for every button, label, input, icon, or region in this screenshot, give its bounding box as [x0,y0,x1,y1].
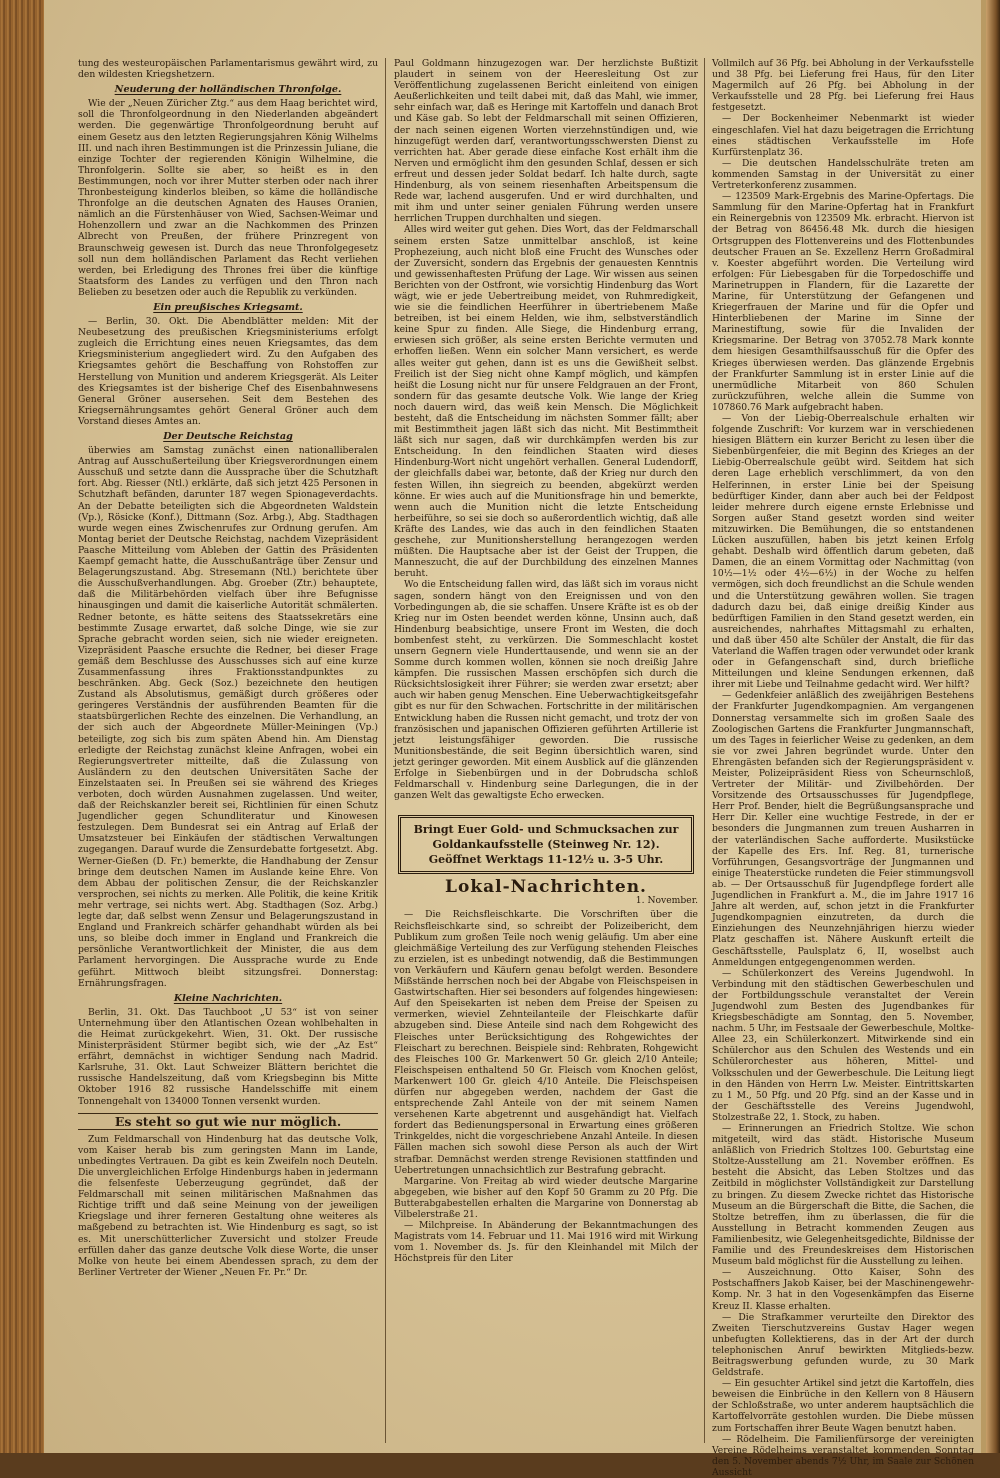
newspaper-page [44,0,988,1478]
article-text: — 123509 Mark-Ergebnis des Marine-Opfertags. Die Sammlung für den Marine-Opfertag hat in Frankfurt ein Reinergebnis von 123509 Mk. erbracht. Hiervon ist der Betrag von 86456.48 Mk. durch die hiesigen Ortsgruppen des Flottenvereins und des Flottenbundes deutscher Frauen an Se. Exzellenz Herrn Großadmiral v. Koester abgeführt worden. Die Verteilung wird erfolgen: Für Liebesgaben für die Torpedoschiffe und Marinetruppen in Flandern, für die Lazarette der Marine, für Unterstützung der Gefangenen und Kriegerfrauen der Marine und für die Opfer und Hinterbliebenen der Marine im Sinne der Marinestiftung, sowie für die Invaliden der Kriegsmarine. Der Betrag von 37052.78 Mark konnte dem hiesigen Gesamthilfsausschuß für die Opfer des Krieges überwiesen werden. Das glänzende Ergebnis der Frankfurter Sammlung ist in erster Linie auf die unermüdliche Mitarbeit von 860 Schulen zurückzuführen, welche allein die Summe von 107860.76 Mark aufgebracht haben. [712,191,974,413]
article-text: — Auszeichnung. Otto Kaiser, Sohn des Postschaffners Jakob Kaiser, bei der Maschinengewehr-Komp. Nr. 3 hat in den Vogesenkämpfen das Eiserne Kreuz II. Klasse erhalten. [712,1267,974,1312]
section-date: 1. November. [635,895,698,907]
article-text: — Ein gesuchter Artikel sind jetzt die Kartoffeln, dies beweisen die Einbrüche in den Kellern von 8 Häusern der Schloßstraße, wo unter anderem hauptsächlich die Kartoffelvorräte gestohlen wurden. Die Diebe müssen zum Fortschaffen ihrer Beute Wagen benutzt haben. [712,1378,974,1434]
article-heading: Kleine Nachrichten. [173,992,283,1004]
column-divider [385,58,386,1443]
article-text: Wo die Entscheidung fallen wird, das läßt sich im voraus nicht sagen, sondern hängt von den Ereignissen und von den Vorbedingungen ab, die sie schaffen. Unsere Kräfte ist es ob der Krieg nur im Osten beendet werden könne, Unsinn auch, daß Hindenburg beabsichtige, unsere Front im Westen, die doch bombenfest steht, zu verkürzen. Die Sommeschlacht kostet unsern Gegnern viele Hunderttausende, und wenn sie an der Somme durch kommen wollen, können sie noch dreißig Jahre kämpfen. Die russischen Massen erschöpfen sich durch die Rücksichtslosigkeit ihrer Führer; sie werden zwar ersetzt; aber auch wir haben genug Menschen. Eine Ueberwachtigkeitsgefahr gibt es nur für den Schwachen. Fortschritte in der militärischen Entwicklung haben die Russen nicht gemacht, und trotz der von französischen und japanischen Offizieren geführten Artillerie ist jetzt leistungsfähiger geworden. Die russische Munitionsbestände, die seit Beginn übersichtlich waren, sind jetzt geringer geworden. Mit einem Ausblick auf die glänzenden Erfolge in Siebenbürgen und in der Dobrudscha schloß Feldmarschall v. Hindenburg seine Darlegungen, die in der ganzen Welt das gewaltigste Echo erwecken. [394,579,698,802]
section-title: Lokal-Nachrichten. [445,877,647,898]
article-heading: Ein preußisches Kriegsamt. [153,301,303,313]
article-text: Wie der „Neuen Züricher Ztg.“ aus dem Haag berichtet wird, soll die Thronfolgeordnung in den Niederlanden abgeändert werden. Die gegenwärtige Thronfolgeordnung beruht auf einem Gesetz aus den letzten Regierungsjahren König Wilhelms III. und nach ihren Bestimmungen ist die Prinzessin Juliane, die einzige Tochter der regierenden Königin Wilhelmine, die Thronfolgerin. Sollte sie aber, so heißt es in den Bestimmungen, noch vor ihrer Mutter sterben oder nach ihrer Thronbesteigung kinderlos bleiben, so käme die holländische Thronfolge an die deutschen Agnaten des Hauses Oranien, nämlich an die Fürstenhäuser von Wied, Sachsen-Weimar und Hohenzollern und zwar an die Nachkommen des Prinzen Albrecht von Preußen, der frühere Prinzregent von Braunschweig gewesen ist. Durch das neue Thronfolgegesetz soll nun dem holländischen Parlament das Recht verliehen werden, bei Erledigung des Thrones frei über die künftige Staatsform des Landes zu verfügen und den Thron nach Belieben zu besetzen oder auch die Republik zu verkünden. [78,98,378,298]
article-text: — Gedenkfeier anläßlich des zweijährigen Bestehens der Frankfurter Jugendkompagnien. Am vergangenen Donnerstag versammelte sich im großen Saale des Zoologischen Gartens die Frankfurter Jungmannschaft, um des Tages in feierlicher Weise zu gedenken, an dem sie vor zwei Jahren begründet wurde. Unter den Ehrengästen befanden sich der Regierungspräsident v. Meister, Polizeipräsident Riess von Scheurnschloß, Vertreter der Militär- und Zivilbehörden. Der Vorsitzende des Ortsausschusses für Jugendpflege, Herr Prof. Bender, hielt die Begrüßungsansprache und Herr Dir. Keller eine wuchtige Festrede, in der er besonders die Jungmannen zum treuen Ausharren in der vaterländischen Sache aufforderte. Musikstücke der Kapelle des Ers. Inf. Reg. 81, turnerische Vorführungen, Gesangsvorträge der Jungmannen und einige Theaterstücke rundeten die Feier stimmungsvoll ab. — Der Ortsausschuß für Jugendpflege fordert alle Jugendlichen in Frankfurt a. M., die im Jahre 1917 16 Jahre alt werden, auf, schon jetzt in die Frankfurter Jugendkompagnien einzutreten, da durch die Einziehungen des Neunzehnjährigen hierzu wieder Platz geschaffen ist. Nähere Auskunft erteilt die Geschäftsstelle, Paulsplatz 6, II, woselbst auch Anmeldungen entgegengenommen werden. [712,690,974,968]
article-text: tung des westeuropäischen Parlamentarismus gewährt wird, zu den wildesten Kriegshetzern. [78,58,378,81]
advertisement-box: Bringt Euer Gold- und Schmucksachen zur Goldankaufsstelle (Steinweg Nr. 12). Geöffnet Werktags 11-12½ u. 3-5 Uhr. [398,815,694,874]
article-text: — Die deutschen Handelsschulräte treten am kommenden Samstag in der Universität zu einer Vertreterkonferenz zusammen. [712,157,974,192]
article-text: — Der Bockenheimer Nebenmarkt ist wieder eingeschlafen. Viel hat dazu beigetragen die Errichtung eines städtischen Verkaufsstelle im Hofe Kurfürstenplatz 36. [712,113,974,158]
article-text: — Milchpreise. In Abänderung der Bekanntmachungen des Magistrats vom 14. Februar und 11. Mai 1916 wird mit Wirkung vom 1. November ds. Js. für den Kleinhandel mit Milch der Höchstpreis für den Liter [394,1220,698,1265]
article-text: — Schülerkonzert des Vereins Jugendwohl. In Verbindung mit den städtischen Gewerbeschulen und der Fortbildungsschule veranstaltet der Verein Jugendwohl zum Besten des Jugendbankes für Kriegsbeschädigte am Sonntag, den 5. November, nachm. 5 Uhr, im Festsaale der Gewerbeschule, Moltke-Allee 23, ein Schülerkonzert. Mitwirkende sind ein Schülerchor aus den Schulen des Westends und ein Schülerorchester aus höheren, Mittel- und Volksschulen und der Gewerbeschule. Die Leitung liegt in den Händen von Herrn Lw. Meister. Eintrittskarten zu 1 M., 50 Pfg. und 20 Pfg. sind an der Kasse und in der Geschäftsstelle des Vereins Jugendwohl, Stolzestraße 22, 1. Stock, zu haben. [712,967,974,1123]
article-text: Alles wird weiter gut gehen. Dies Wort, das der Feldmarschall seinem ersten Satze unmittelbar anschloß, ist keine Prophezeiung, auch nicht bloß eine Frucht des Wunsches oder der Zuversicht, sondern das Ergebnis der genauesten Kenntnis und gewissenhaftesten Prüfung der Lage. Wir wissen aus seinen Berichten von der Ostfront, wie vorsichtig Hindenburg das Wort wägt, wie er jede Uebertreibung meidet, von Ruhmredigkeit, wie sie die feindlichen Heerführer in übertriebenem Maße betreiben, ist bei einem Helden, wie ihm, selbstverständlich keine Spur zu finden. Alle Siege, die Hindenburg errang, erwiesen sich größer, als seine ersten Berichte vermuten und erhoffen ließen. Wenn ein solcher Mann versichert, es werde alles weiter gut gehen, dann ist es uns die Gewißheit selbst. Freilich ist der Sieg nicht ohne Kampf möglich, und kämpfen heißt die Losung nicht nur für unsere Feldgrauen an der Front, sondern für das gesamte deutsche Volk. Wie lange der Krieg noch dauern wird, das weiß kein Mensch. Die Möglichkeit besteht, daß die Entscheidung im nächsten Sommer fällt; aber mit Bestimmtheit jagen läßt sich das nicht. Mit Bestimmtheit läßt sich nur sagen, daß wir durchkämpfen werden bis zur Entscheidung. In den feindlichen Staaten wird dieses Hindenburg-Wort nicht ungehört verhallen. General Ludendorff, der gleichfalls dabei war, betonte, daß der Krieg nur durch den festen Willen, ihn siegreich zu beenden, abgekürzt werden könne. Er wies auch auf die Munitionsfrage hin und bemerkte, wenn auch die Munition nicht die letzte Entscheidung herbeiführe, so sei sie doch so außerordentlich wichtig, daß alle Kräfte des Landes, wie das auch in den feindlichen Staaten geschehe, zur Munitionsherstellung herangezogen werden müßten. Die Hauptsache aber ist der Geist der Truppen, die Manneszucht, die auf der Durchbildung des einzelnen Mannes beruht. [394,224,698,580]
article-text: — Die Reichsfleischkarte. Die Vorschriften über die Reichsfleischkarte sind, so schreibt der Polizeibericht, dem Publikum zum großen Teile noch wenig geläufig. Um aber eine gleichmäßige Verteilung des zur Verfügung stehenden Fleisches zu erzielen, ist es unbedingt notwendig, daß die Bestimmungen von Verkäufern und Käufern genau befolgt werden. Besondere Mißstände herrschen noch bei der Abgabe von Fleischspeisen in Gastwirtschaften. Hier sei besonders auf folgendes hingewiesen: Auf den Speisekarten ist neben dem Preise der Speisen zu vermerken, wieviel Zehnteilanteile der Fleischkarte dafür abzugeben sind. Diese Anteile sind nach dem Rohgewicht des Fleisches unter Berücksichtigung des Rohgewichtes der Fleischart zu berechnen. Beispiele sind: Rehbraten, Rohgewicht des Fleisches 100 Gr. Markenwert 50 Gr. gleich 2/10 Anteile; Fleischspeisen enthaltend 50 Gr. Fleisch vom Knochen gelöst, Markenwert 100 Gr. gleich 4/10 Anteile. Die Fleischspeisen dürfen nur abgegeben werden, nachdem der Gast die entsprechende Zahl Anteile von der mit seinem Namen versehenen Karte abgetrennt und ausgehändigt hat. Vielfach fordert das Bedienungspersonal in Erwartung eines größeren Trinkgeldes, nicht die vorgeschriebene Anzahl Anteile. In diesen Fällen machen sich sowohl diese Person als auch der Wirt strafbar. Demnächst werden strenge Revisionen stattfinden und Uebertretungen unnachsichtlich zur Bestrafung gebracht. [394,909,698,1176]
article-text: Zum Feldmarschall von Hindenburg hat das deutsche Volk, vom Kaiser herab bis zum geringsten Mann im Lande, unbedingtes Vertrauen. Da gibt es kein Zweifeln noch Deuteln. Die unvergleichlichen Erfolge Hindenburgs haben in jedermann die felsenfeste Ueberzeugung gegründet, daß der Feldmarschall mit seinen militärischen Maßnahmen das Richtige trifft und daß seine Meinung von der jeweiligen Kriegslage und ihrer ferneren Gestaltung ohne weiteres als maßgebend zu betrachten ist. Wie Hindenburg es sagt, so ist es. Mit unerschütterlicher Zuversicht und stolzer Freude erfüllen daher das ganze deutsche Volk diese Worte, die unser Molke von heute bei einem Abendessen sprach, zu dem der Berliner Vertreter der Wiener „Neuen Fr. Pr.“ Dr. [78,1133,378,1278]
column-divider [704,58,705,1443]
book-page-edges [0,0,44,1453]
article-text: — Die Strafkammer verurteilte den Direktor des Zweiten Tierschutzvereins Gustav Hager wegen unbefugten Kollektierens, das in der Art der durch telephonischen Anruf bewirkten Mitglieds-bezw. Beitragswerbung gefunden wurde, zu 30 Mark Geldstrafe. [712,1311,974,1379]
article-heading-large: Es steht so gut wie nur möglich. [78,1113,378,1130]
book-spine-shadow [986,0,1000,1453]
article-text: Margarine. Von Freitag ab wird wieder deutsche Margarine abgegeben, wie bisher auf den Kopf 50 Gramm zu 20 Pfg. Die Butterabgabestellen erhalten die Margarine von Donnerstag ab Vilbelerstraße 21. [394,1175,698,1220]
column-3 [712,58,974,1478]
article-text: — Von der Liebig-Oberrealschule erhalten wir folgende Zuschrift: Vor kurzem war in verschiedenen hiesigen Blättern ein kurzer Bericht zu lesen über die Siebenbürgenfeier, die mit Beginn des Krieges an der Liebig-Oberrealschule geübt wird. Seitdem hat sich deren Lage erheblich verschlimmert, da von den Helferinnen, in erster Linie bei der Speisung bedürftiger Kinder, dann aber auch bei der Feldpost leider mehrere durch eigene ernste Erlebnisse und Sorgen außer Stand gesetzt worden sind weiter mitzuwirken. Die Bemühungen, die so entstandenen Lücken auszufüllen, haben bis jetzt keinen Erfolg gehabt. Deshalb wird öffentlich darum gebeten, daß Damen, die an einem Vormittag oder Nachmittag (von 10½—1½ oder 4½—6½) in der Woche zu helfen vermögen, sich doch freundlichst an die Schule wenden und die Unterstützung gewähren wollen. Sie tragen dadurch dazu bei, daß einige dreißig Kinder aus bedürftigen Familien in den Stand gesetzt werden, ein ausreichendes, nahrhaftes Mittagsmahl zu erhalten, und daß über 450 alte Schüler der Anstalt, die für das Vaterland die Waffen tragen oder verwundet oder krank oder in Gefangenschaft sind, durch briefliche Mitteilungen und kleine Sendungen erkennen, daß ihrer mit Liebe und Teilnahme gedacht wird. Wer hilft? [712,413,974,691]
column-1 [78,58,378,1443]
article-text: — Rödelheim. Die Familienfürsorge der vereinigten Vereine Rödelheims veranstaltet kommenden Sonntag den 5. November abends 7½ Uhr, im Saale zur Schönen Aussicht [712,1433,974,1478]
article-heading: Der Deutsche Reichstag [163,431,293,442]
article-text: überwies am Samstag zunächst einen nationalliberalen Antrag auf Ausschußerteilung über Kriegsverordnungen einem Ausschuß und setzte dann die Aussprache über die Schutzhaft fort. Abg. Riesser (Ntl.) erklärte, daß sich jetzt 425 Personen in Schutzhaft befänden, darunter 187 wegen Spionageverdachts. An der Debatte beteiligten sich die Abgeordneten Waldstein (Vp.), Rösicke (Konf.), Dittmann (Soz. Arbg.), Abg. Stadthagen wurde wegen eines Zwischenrufes zur Ordnung gerufen. Am Montag beriet der Deutsche Reichstag, nachdem Vizepräsident Paasche Mitteilung vom Ableben der Gattin des Präsidenten Kaempf gemacht hatte, die Ausschußanträge über Zensur und Belagerungszustand. Abg. Stresemann (Ntl.) berichtete über die Ausschußverhandlungen. Abg. Groeber (Ztr.) behauptete, daß die Militärbehörden vielfach über ihre Befugnisse hinausgingen und damit die kaiserliche Autorität schmälerten. Redner betonte, es hätte seitens des Staatssekretärs eine bestimmte Zusage erwartet, daß solche Dinge, wie sie zur Sprache gebracht worden seien, sich nie wieder ereigneten. Vizepräsident Paasche ersuchte die Redner, bei dieser Frage gemäß dem Beschlusse des Ausschusses sich auf eine kurze Zusammenfassung ihres Fraktionsstandpunktes zu beschränken. Abg. Geck (Soz.) bezeichnete den heutigen Zustand als Absolutismus, gemäßigt durch größeres oder geringeres Verständnis der ausführenden Beamten für die staatsbürgerlichen Rechte des einzelnen. Die Verhandlung, an der sich auch der Abgeordnete Müller-Meiningen (Vp.) beteiligte, zog sich bis zum späten Abend hin. Am Dienstag erledigte der Reichstag zunächst kleine Anfragen, wobei ein Regierungsvertreter mitteilte, daß die Zulassung von Ausländern zu den deutschen Universitäten Sache der Einzelstaaten sei. In Preußen sei sie während des Krieges verboten, doch würden Ausnahmen zugelassen. Und weiter, daß der Reichskanzler bereit sei, Richtlinien für einen Schutz Jugendlicher gegen Schundliteratur und Kinowesen festzulegen. Dem Bundesrat sei ein Antrag auf Erlaß der Umsatzsteuer bei Einkäufen der städtischen Verwaltungen zugegangen. Darauf wurde die Zensurdebatte fortgesetzt. Abg. Werner-Gießen (D. Fr.) bemerkte, die Handhabung der Zensur bringe dem deutschen Namen im Auslande keine Ehre. Von dem Abbau der politischen Zensur, die der Reichskanzler versprochen, sei nichts zu merken. Alle Politik, die keine Kritik mehr vertrage, sei nichts wert. Abg. Stadthagen (Soz. Arbg.) legte dar, daß selbst wenn Zensur und Belagerungszustand in England und Frankreich schärfer gehandhabt würden als bei uns, so bleibe doch immer in England und Frankreich die persönliche Verantwortlichkeit der Minister, die aus dem Parlament hervorgingen. Die Aussprache wurde zu Ende geführt. Mittwoch bleibt sitzungsfrei. Donnerstag: Ernährungsfragen. [78,445,378,989]
article-text: Berlin, 31. Okt. Das Tauchboot „U 53“ ist von seiner Unternehmung über den Atlantischen Ozean wohlbehalten in die Heimat zurückgekehrt. Wien, 31. Okt. Der russische Ministerpräsident Stürmer begibt sich, wie der „Az Est“ erfährt, demnächst in wichtiger Sendung nach Madrid. Karlsruhe, 31. Okt. Laut Schweizer Blättern berichtet die russische Handelszeitung, daß vom Kriegsbeginn bis Mitte Oktober 1916 82 russische Handelsschiffe mit einem Tonnengehalt von 134000 Tonnen versenkt wurden. [78,1006,378,1107]
column-2 [394,58,698,1443]
article-text: — Berlin, 30. Okt. Die Abendblätter melden: Mit der Neubesetzung des preußischen Kriegsministeriums erfolgt zugleich die Errichtung eines neuen Kriegsamtes, das dem Kriegsministerium angegliedert wird. Zu den Aufgaben des Kriegsamtes gehört die Beschaffung von Rohstoffen zur Herstellung von Munition und anderem Kriegsgerät. Als Leiter des Kriegsamtes ist der bisherige Chef des Eisenbahnwesens General Gröner ausersehen. Seit dem Bestehen des Kriegsernährungsamtes gehört General Gröner auch dem Vorstand dieses Amtes an. [78,316,378,427]
article-text: Vollmilch auf 36 Pfg. bei Abholung in der Verkaufsstelle und 38 Pfg. bei Lieferung frei Haus, für den Liter Magermilch auf 26 Pfg. bei Abholung in der Verkaufsstelle und 28 Pfg. bei Lieferung frei Haus festgesetzt. [712,58,974,114]
article-heading: Neuderung der holländischen Thronfolge. [114,84,342,96]
article-text: Paul Goldmann hinzugezogen war. Der herzlichste Bußtizit plaudert in seinem von der Heeresleitung Ost zur Veröffentlichung zugelassenen Bericht einleitend von einigen Aeußerlichkeiten und teilt dabei mit, daß das Mahl, wie immer, sehr einfach war, daß es Heringe mit Kartoffeln und danach Brot und Käse gab. So lebt der Feldmarschall mit seinen Offizieren, der nach seinen eigenen Worten vierzehnstündigen und, wie hinzugefügt werden darf, verantwortungsschwersten Dienst zu verrichten hat. Aber gerade diese einfache Kost erhält ihm die Nerven und ermöglicht ihm den gesunden Schlaf, dessen er sich erfreut und dessen jeder Soldat bedarf. Ich halte durch, sagte Hindenburg, als von seinem riesenhaften Arbeitspensum die Rede war, lachend ausgerufen. Und er wird durchhalten, und mit ihm und unter seiner genialen Führung werden unsere herrlichen Truppen durchhalten und siegen. [394,58,698,225]
article-text: — Erinnerungen an Friedrich Stoltze. Wie schon mitgeteilt, wird das städt. Historische Museum anläßlich von Friedrich Stoltzes 100. Geburtstag eine Stoltze-Ausstellung am 21. November eröffnen. Es besteht die Absicht, das Leben Stoltzes und das Zeitbild in möglichster Vollständigkeit zur Darstellung zu bringen. Zu diesem Zwecke richtet das Historische Museum an die Bürgerschaft die Bitte, die Sachen, die Stoltze betreffen, ihm zu überlassen, die für die Ausstellung in Betracht kommenden Zeugen aus Familienbesitz, wie Gelegenheitsgedichte, Bildnisse der Familie und des Freundeskreises dem Historischen Museum bald möglichst für die Ausstellung zu leihen. [712,1123,974,1268]
